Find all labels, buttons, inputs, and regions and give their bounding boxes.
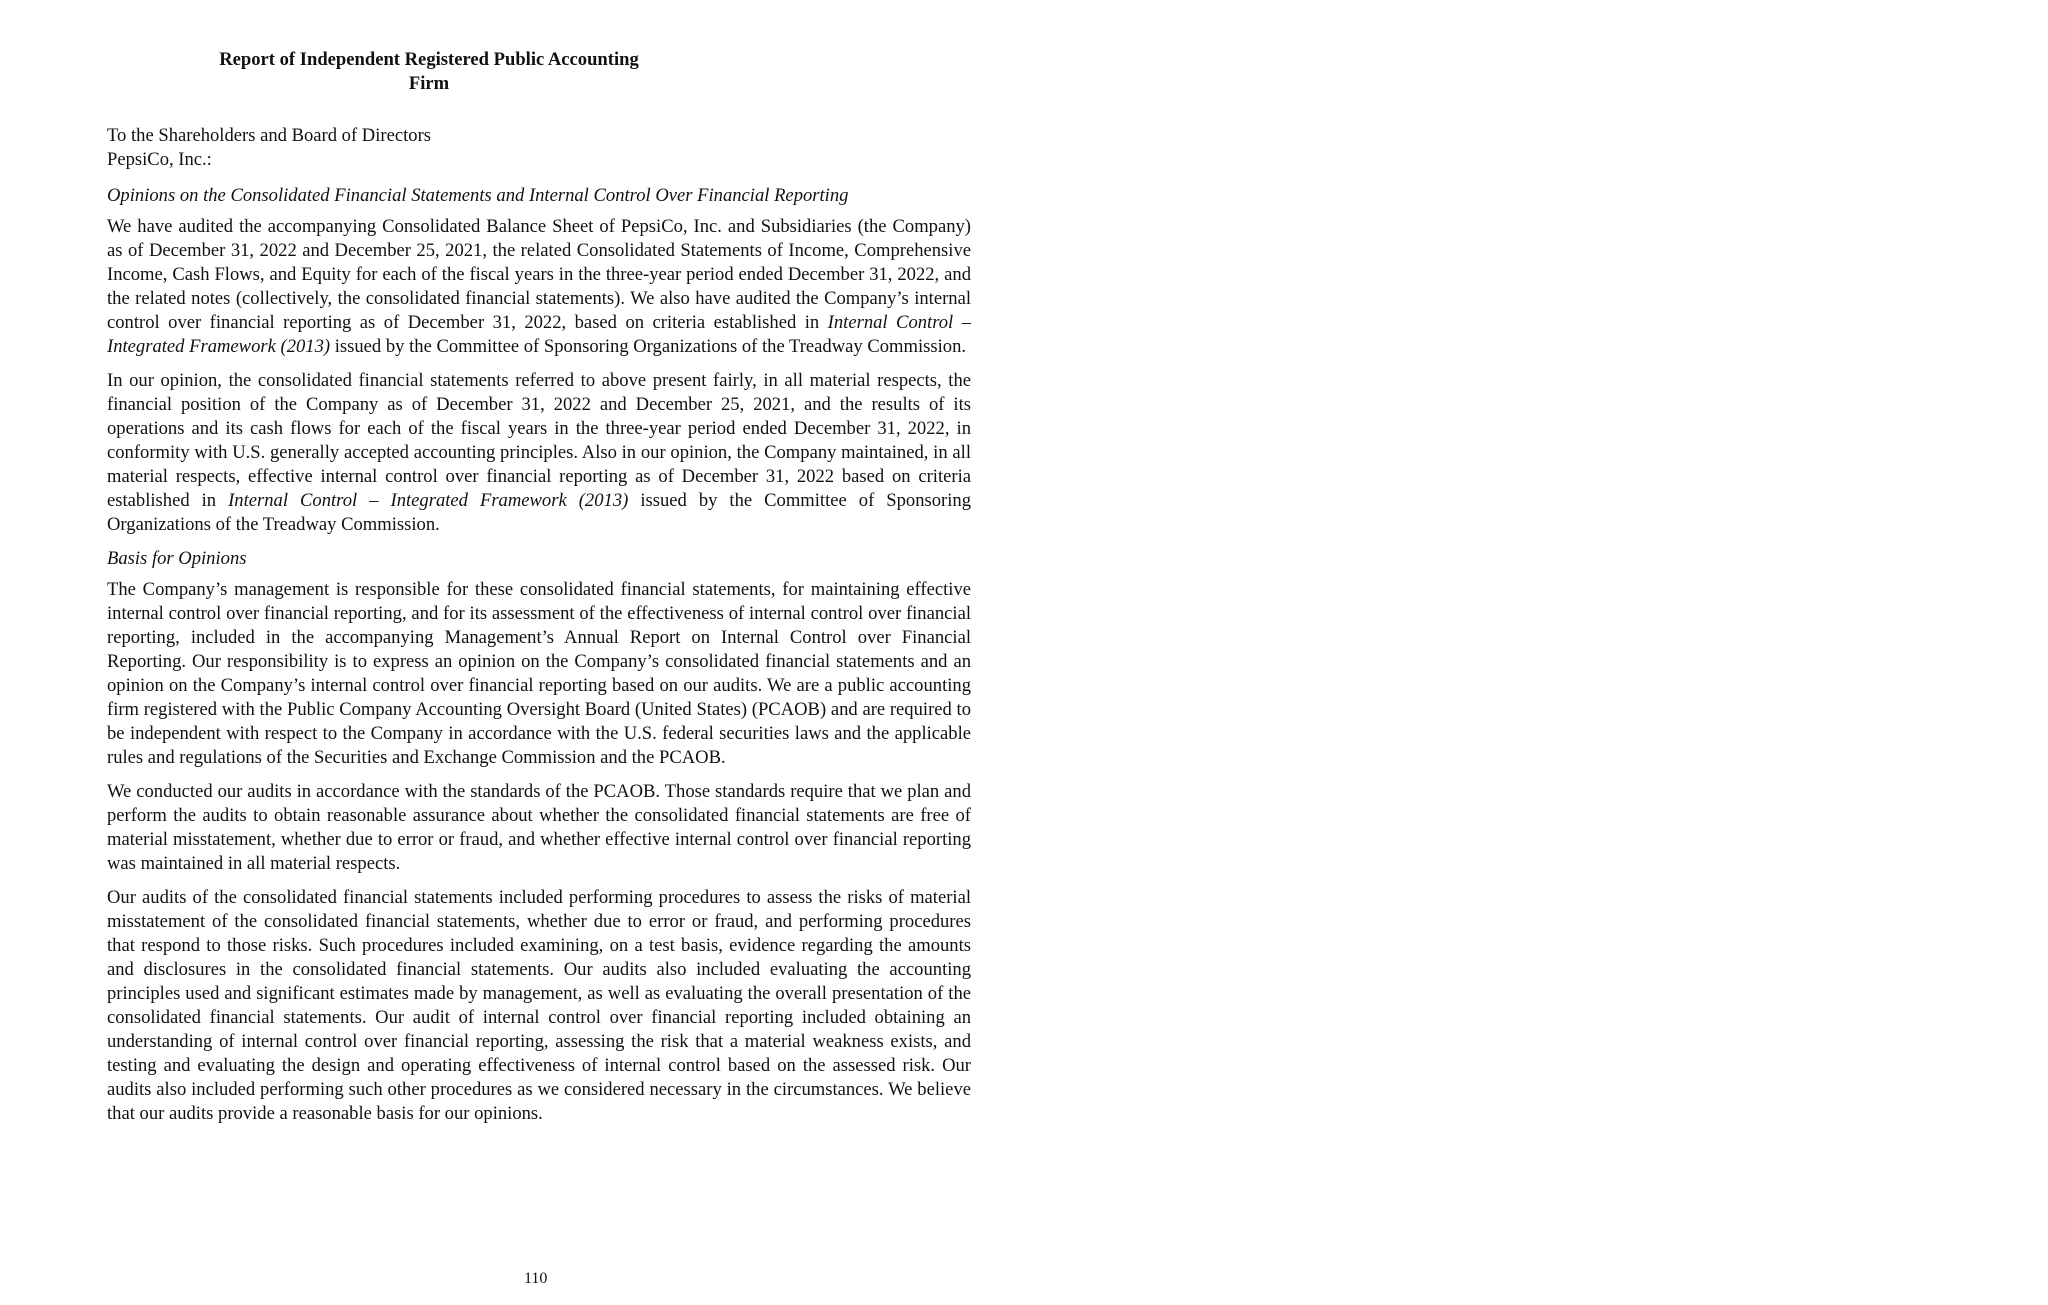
- paragraph-text: We have audited the accompanying Consolidated Balance Sheet of PepsiCo, Inc. and Subsidiaries (the Company) as of December 31, 2022 and December 25, 2021, the related Consolidated Statements of Income, Comprehensive Income, Cash Flows, and Equity for each of the fiscal years in the three-year period ended December 31, 2022, and the related notes (collectively, the consolidated financial statements). We also have audited the Company’s internal control over financial reporting as of December 31, 2022, based on criteria established in: [107, 216, 971, 333]
- addressee-block: [107, 124, 971, 172]
- section-heading-opinions: Opinions on the Consolidated Financial Statements and Internal Control Over Financial Reporting: [107, 185, 849, 206]
- section-heading-basis: Basis for Opinions: [107, 548, 247, 569]
- paragraph-text: In our opinion, the consolidated financial statements referred to above present fairly, in all material respects, the financial position of the Company as of December 31, 2022 and December 25, 2021, and the results of its operations and its cash flows for each of the fiscal years in the three-year period ended December 31, 2022, in conformity with U.S. generally accepted accounting principles. Also in our opinion, the Company maintained, in all material respects, effective internal control over financial reporting as of December 31, 2022 based on criteria established in: [107, 370, 971, 511]
- addressee-line: To the Shareholders and Board of Directors: [107, 125, 431, 146]
- framework-title: Internal Control – Integrated Framework (2013): [228, 490, 629, 511]
- report-page: [107, 48, 971, 1136]
- paragraph-procedures: Our audits of the consolidated financial statements included performing procedures to assess the risks of material misstatement of the consolidated financial statements, whether due to error or fraud, and performing procedures that respond to those risks. Such procedures included examining, on a test basis, evidence regarding the amounts and disclosures in the consolidated financial statements. Our audits also included evaluating the accounting principles used and significant estimates made by management, as well as evaluating the overall presentation of the consolidated financial statements. Our audit of internal control over financial reporting included obtaining an understanding of internal control over financial reporting, assessing the risk that a material weakness exists, and testing and evaluating the design and operating effectiveness of internal control based on the assessed risk. Our audits also included performing such other procedures as we considered necessary in the circumstances. We believe that our audits provide a reasonable basis for our opinions.: [107, 887, 971, 1124]
- paragraph-audit-scope: [107, 215, 971, 359]
- paragraph-text: issued by the Committee of Sponsoring Organizations of the Treadway Commission.: [330, 336, 967, 357]
- addressee-company: PepsiCo, Inc.:: [107, 149, 212, 170]
- paragraph-text: issued by the Committee of Sponsoring Organizations of the Treadway Commission.: [107, 490, 971, 535]
- framework-title: Internal Control – Integrated Framework (2013): [107, 312, 971, 357]
- page-number: 110: [524, 1270, 548, 1287]
- paragraph-responsibility: The Company’s management is responsible for these consolidated financial statements, for maintaining effective internal control over financial reporting, and for its assessment of the effectiveness of internal control over financial reporting, included in the accompanying Management’s Annual Report on Internal Control over Financial Reporting. Our responsibility is to express an opinion on the Company’s consolidated financial statements and an opinion on the Company’s internal control over financial reporting based on our audits. We are a public accounting firm registered with the Public Company Accounting Oversight Board (United States) (PCAOB) and are required to be independent with respect to the Company in accordance with the U.S. federal securities laws and the applicable rules and regulations of the Securities and Exchange Commission and the PCAOB.: [107, 579, 971, 768]
- paragraph-standards: We conducted our audits in accordance with the standards of the PCAOB. Those standards require that we plan and perform the audits to obtain reasonable assurance about whether the consolidated financial statements are free of material misstatement, whether due to error or fraud, and whether effective internal control over financial reporting was maintained in all material respects.: [107, 781, 971, 874]
- paragraph-opinion: [107, 369, 971, 537]
- report-title: Report of Independent Registered Public Accounting Firm: [219, 49, 639, 94]
